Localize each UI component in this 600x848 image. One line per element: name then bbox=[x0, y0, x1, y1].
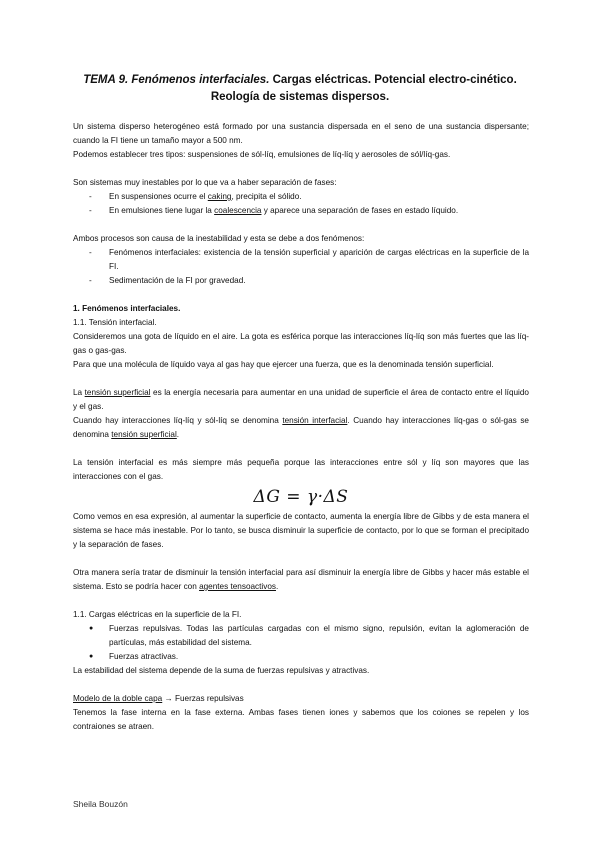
term-caking: caking bbox=[207, 192, 232, 201]
list-text: y aparece una separación de fases en estado líquido. bbox=[261, 206, 459, 215]
list-item bbox=[73, 650, 529, 664]
term-tension-interfacial: tensión interfacial bbox=[282, 416, 348, 425]
instability-list bbox=[73, 190, 529, 218]
paragraph: La tensión superficial es la energía necesaria para aumentar en una unidad de superficie el área de contacto entre el líquido y el gas. bbox=[73, 388, 529, 411]
dash-marker: - bbox=[89, 276, 92, 285]
list-text: Fenómenos interfaciales: existencia de la tensión superficial y aparición de cargas eléctricas en la superficie de la FI. bbox=[109, 248, 529, 271]
list-item bbox=[73, 190, 529, 204]
paragraph: Otra manera sería tratar de disminuir la tensión interfacial para así disminuir la energía libre de Gibbs y hacer más estable el sistema. Esto se podría hacer con agentes tensoactivos. bbox=[73, 568, 529, 591]
term-tension-superficial: tensión superficial bbox=[84, 388, 151, 397]
list-item bbox=[73, 622, 529, 650]
title-rest-part: Cargas eléctricas. Potencial electro-cinético. Reología de sistemas dispersos. bbox=[210, 74, 517, 103]
subsection-heading: 1.1. Tensión interfacial. bbox=[73, 318, 157, 327]
causes-lead: Ambos procesos son causa de la inestabilidad y esta se debe a dos fenómenos: bbox=[73, 234, 365, 243]
list-item bbox=[73, 274, 529, 288]
paragraph: La estabilidad del sistema depende de la suma de fuerzas repulsivas y atractivas. bbox=[73, 666, 370, 675]
list-text: Sedimentación de la FI por gravedad. bbox=[109, 276, 246, 285]
causes-list bbox=[73, 246, 529, 288]
dash-marker: - bbox=[89, 206, 92, 215]
list-text: , precipita el sólido. bbox=[231, 192, 302, 201]
bullet-icon: ● bbox=[89, 625, 94, 632]
list-text: En emulsiones tiene lugar la bbox=[109, 206, 215, 215]
list-text: Fuerzas atractivas. bbox=[109, 652, 179, 661]
dash-marker: - bbox=[89, 192, 92, 201]
intro-paragraph-2: Podemos establecer tres tipos: suspensiones de sól-líq, emulsiones de líq-líq y aerosoles de sól/líq-gas. bbox=[73, 150, 451, 159]
term-agentes-tensoactivos: agentes tensoactivos bbox=[199, 582, 276, 591]
paragraph: La tensión interfacial es más siempre más pequeña porque las interacciones entre sól y líq son mayores que las interacciones con el gas. bbox=[73, 458, 529, 481]
instability-lead: Son sistemas muy inestables por lo que va a haber separación de fases: bbox=[73, 178, 337, 187]
paragraph: Consideremos una gota de líquido en el aire. La gota es esférica porque las interacciones líq-líq son más fuertes que las líq-gas o gas-gas. bbox=[73, 332, 529, 355]
list-text: En suspensiones ocurre el bbox=[109, 192, 208, 201]
title-italic-part: TEMA 9. Fenómenos interfaciales. bbox=[83, 74, 270, 86]
paragraph: Para que una molécula de líquido vaya al gas hay que ejercer una fuerza, que es la denominada tensión superficial. bbox=[73, 360, 494, 369]
formula-text: ΔG = γ·ΔS bbox=[253, 487, 349, 507]
list-text: Fuerzas repulsivas. Todas las partículas cargadas con el mismo signo, repulsión, evitan la aglomeración de partículas, más estabilidad del sistema. bbox=[109, 624, 529, 647]
bullet-icon: ● bbox=[89, 653, 94, 660]
charges-list bbox=[73, 622, 529, 664]
intro-paragraph-1: Un sistema disperso heterogéneo está formado por una sustancia dispersada en el seno de una sustancia dispersante; cuando la FI tiene un tamaño mayor a 500 nm. bbox=[73, 122, 529, 145]
section-heading: 1. Fenómenos interfaciales. bbox=[73, 304, 181, 313]
subsection-heading: 1.1. Cargas eléctricas en la superficie de la FI. bbox=[73, 610, 242, 619]
subsection-heading: Modelo de la doble capa → Fuerzas repulsivas bbox=[73, 694, 244, 703]
dash-marker: - bbox=[89, 248, 92, 257]
list-item bbox=[73, 246, 529, 274]
document-title bbox=[70, 72, 530, 106]
term-coalescencia: coalescencia bbox=[214, 206, 262, 215]
document-body bbox=[73, 120, 529, 734]
gibbs-formula bbox=[73, 487, 529, 507]
paragraph: Cuando hay interacciones líq-líq y sól-líq se denomina tensión interfacial. Cuando hay interacciones líq-gas o sól-gas se denomina tensión superficial. bbox=[73, 416, 529, 439]
footer-author: Sheila Bouzón bbox=[73, 799, 128, 809]
list-item bbox=[73, 204, 529, 218]
paragraph: Tenemos la fase interna en la fase externa. Ambas fases tienen iones y sabemos que los coiones se repelen y los contraiones se atraen. bbox=[73, 708, 529, 731]
term-tension-superficial: tensión superficial bbox=[111, 430, 177, 439]
paragraph: Como vemos en esa expresión, al aumentar la superficie de contacto, aumenta la energía libre de Gibbs y de esta manera el sistema se hace más inestable. Por lo tanto, se busca disminuir la superficie de contacto, por lo que se forman el precipitado y la separación de fases. bbox=[73, 512, 529, 549]
term-doble-capa: Modelo de la doble capa bbox=[73, 694, 163, 703]
